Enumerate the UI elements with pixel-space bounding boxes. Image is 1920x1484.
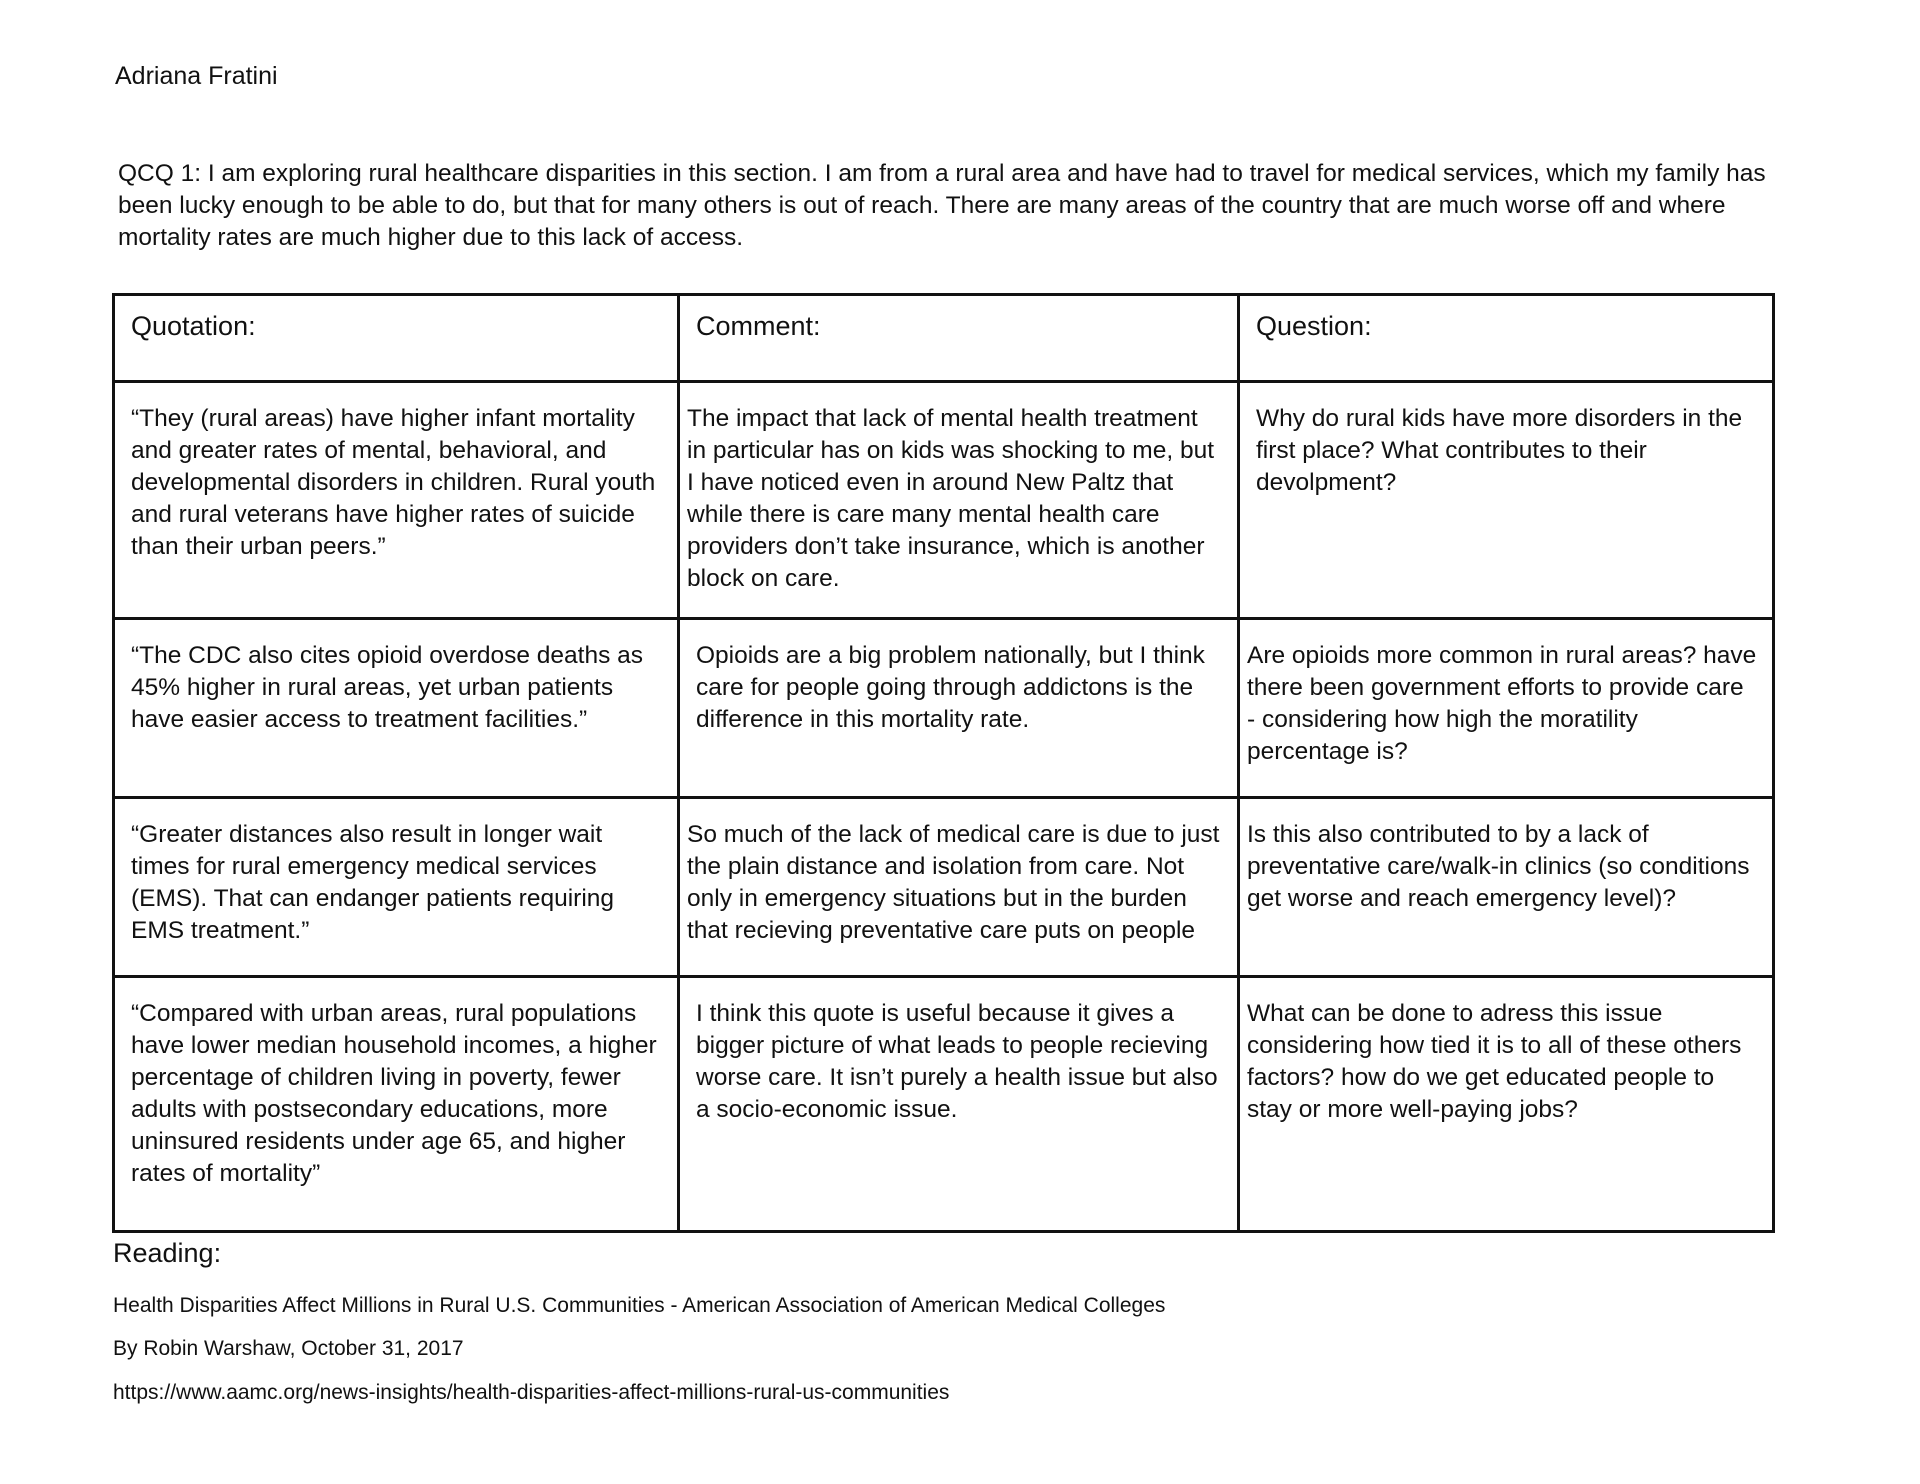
qcq-intro-paragraph: QCQ 1: I am exploring rural healthcare disparities in this section. I am from a rural area and have had to travel for medical services, which my family has been lucky enough to be able to do, but that for many others is out of reach. There are many areas of the country that are much worse off and where mortality rates are much higher due to this lack of access. bbox=[118, 160, 1766, 251]
question-cell: Are opioids more common in rural areas? have there been government efforts to provide care - considering how high the moratility percentage is? bbox=[1239, 619, 1774, 798]
qcq-table bbox=[112, 293, 1775, 1233]
comment-cell: The impact that lack of mental health treatment in particular has on kids was shocking to me, but I have noticed even in around New Paltz that while there is care many mental health care providers don’t take insurance, which is another block on care. bbox=[679, 382, 1239, 619]
quotation-cell: “The CDC also cites opioid overdose deaths as 45% higher in rural areas, yet urban patients have easier access to treatment facilities.” bbox=[114, 619, 679, 798]
comment-cell: Opioids are a big problem nationally, but I think care for people going through addictons is the difference in this mortality rate. bbox=[679, 619, 1239, 798]
table-header-row bbox=[114, 295, 1774, 382]
reading-url[interactable]: https://www.aamc.org/news-insights/health-disparities-affect-millions-rural-us-communities bbox=[113, 1381, 950, 1404]
header-comment: Comment: bbox=[679, 295, 1239, 382]
comment-cell: So much of the lack of medical care is due to just the plain distance and isolation from care. Not only in emergency situations but in the burden that recieving preventative care puts on people bbox=[679, 798, 1239, 977]
question-cell: Why do rural kids have more disorders in the first place? What contributes to their devolpment? bbox=[1239, 382, 1774, 619]
table-row bbox=[114, 382, 1774, 619]
table-row bbox=[114, 977, 1774, 1232]
header-question: Question: bbox=[1239, 295, 1774, 382]
quotation-cell: “Greater distances also result in longer wait times for rural emergency medical services (EMS). That can endanger patients requiring EMS treatment.” bbox=[114, 798, 679, 977]
header-quotation: Quotation: bbox=[114, 295, 679, 382]
reading-byline: By Robin Warshaw, October 31, 2017 bbox=[113, 1337, 464, 1360]
comment-cell: I think this quote is useful because it gives a bigger picture of what leads to people recieving worse care. It isn’t purely a health issue but also a socio-economic issue. bbox=[679, 977, 1239, 1232]
quotation-cell: “Compared with urban areas, rural populations have lower median household incomes, a higher percentage of children living in poverty, fewer adults with postsecondary educations, more uninsured residents under age 65, and higher rates of mortality” bbox=[114, 977, 679, 1232]
question-cell: What can be done to adress this issue considering how tied it is to all of these others factors? how do we get educated people to stay or more well-paying jobs? bbox=[1239, 977, 1774, 1232]
quotation-cell: “They (rural areas) have higher infant mortality and greater rates of mental, behavioral, and developmental disorders in children. Rural youth and rural veterans have higher rates of suicide than their urban peers.” bbox=[114, 382, 679, 619]
author-name: Adriana Fratini bbox=[115, 62, 278, 90]
table-row bbox=[114, 619, 1774, 798]
reading-heading: Reading: bbox=[113, 1238, 222, 1268]
table-row bbox=[114, 798, 1774, 977]
reading-source: Health Disparities Affect Millions in Rural U.S. Communities - American Association of American Medical Colleges bbox=[113, 1294, 1166, 1317]
question-cell: Is this also contributed to by a lack of preventative care/walk-in clinics (so conditions get worse and reach emergency level)? bbox=[1239, 798, 1774, 977]
